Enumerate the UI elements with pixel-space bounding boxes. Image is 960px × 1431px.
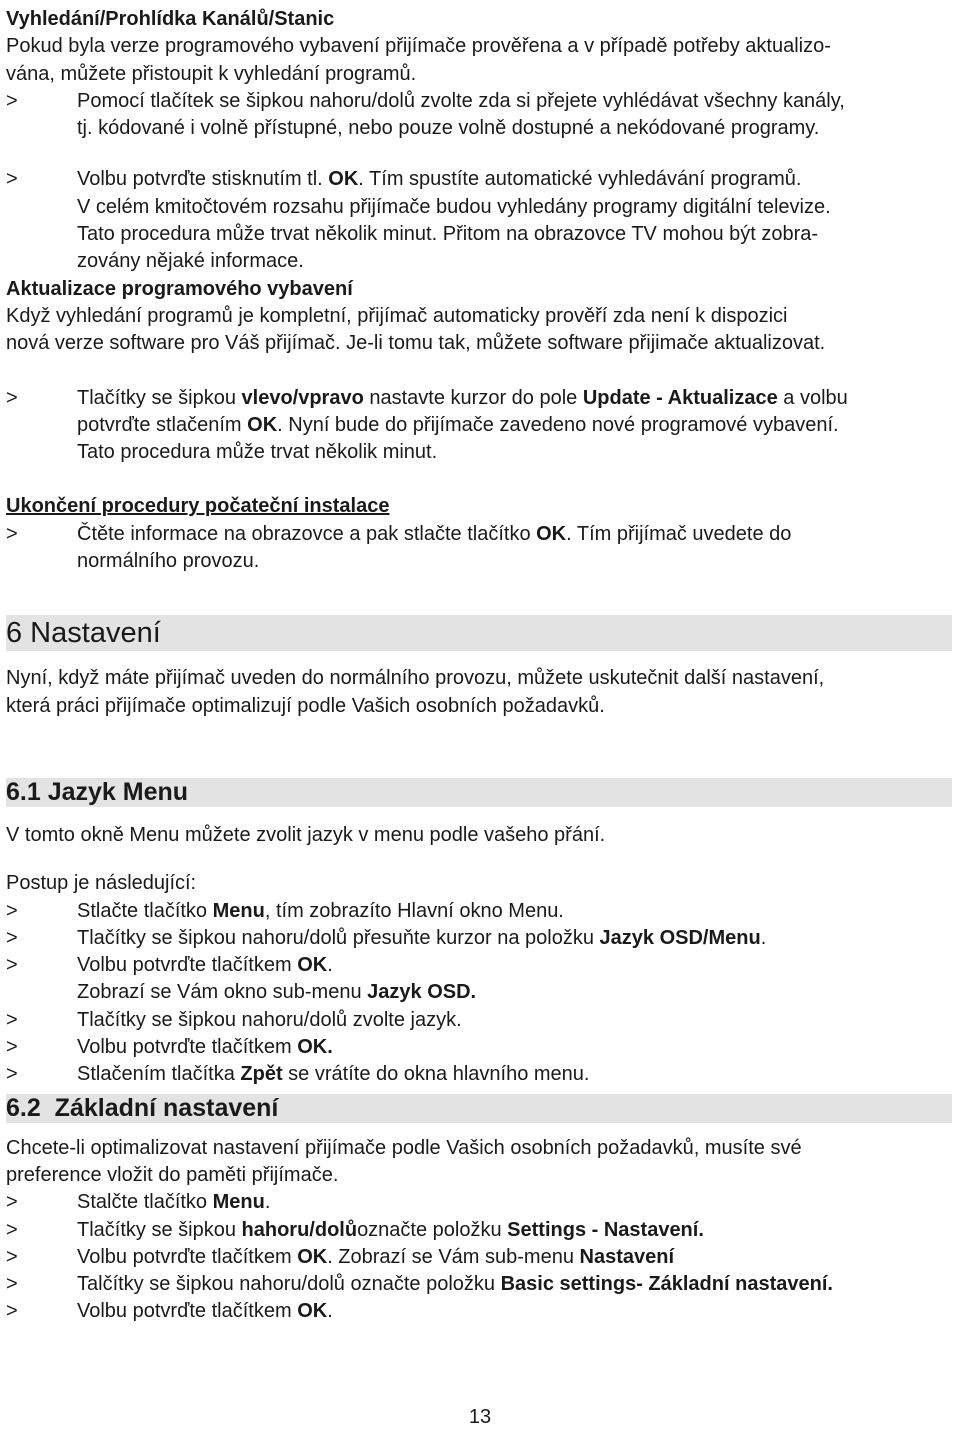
bullet-marker: > bbox=[6, 926, 18, 949]
bullet-marker: > bbox=[6, 1063, 18, 1086]
finish-step-1-line2: normálního provozu. bbox=[77, 550, 260, 573]
bullet-marker: > bbox=[6, 1008, 18, 1031]
settings-step-2: > Tlačítky se šipkou hahoru/dolůoznačte položku Settings - Nastavení. bbox=[6, 1217, 952, 1244]
search-intro-line1: Pokud byla verze programového vybavení přijímače prověřena a v případě potřeby aktualizo- bbox=[6, 35, 831, 58]
language-step-1: > Stlačte tlačítko Menu, tím zobrazíto Hlavní okno Menu. bbox=[6, 898, 952, 925]
section-6-para-line2: která práci přijímače optimalizují podle Vašich osobních požadavků. bbox=[6, 694, 605, 717]
settings-step-3: > Volbu potvrďte tlačítkem OK. Zobrazí se Vám sub-menu Nastavení bbox=[6, 1244, 952, 1271]
section-6-1-para: V tomto okně Menu můžete zvolit jazyk v menu podle vašeho přání. bbox=[6, 823, 606, 846]
language-step-3: > Volbu potvrďte tlačítkem OK. Zobrazí se Vám okno sub-menu Jazyk OSD. bbox=[6, 954, 477, 1004]
finish-step-1 bbox=[6, 521, 952, 576]
update-step-1-line2: potvrďte stlačením OK. Nyní bude do přijímače zavedeno nové programové vybavení. bbox=[77, 413, 839, 436]
search-intro-line2: vána, můžete přistoupit k vyhledání programů. bbox=[6, 62, 417, 85]
settings-step-4: > Talčítky se šipkou nahoru/dolů označte položku Basic settings- Základní nastavení. bbox=[6, 1271, 952, 1298]
language-step-4: > Tlačítky se šipkou nahoru/dolů zvolte jazyk. bbox=[6, 1007, 952, 1034]
update-step-1-line3: Tato procedura může trvat několik minut. bbox=[77, 441, 438, 464]
update-step-1-line1: Tlačítky se šipkou vlevo/vpravo nastavte kurzor do pole Update - Aktualizace a volbu bbox=[77, 386, 848, 409]
bullet-marker: > bbox=[6, 1218, 18, 1241]
section-6-2-para-line1: Chcete-li optimalizovat nastavení přijímače podle Vašich osobních požadavků, musíte své bbox=[6, 1136, 802, 1159]
bullet-marker: > bbox=[6, 1036, 18, 1059]
section-6-2-para-line2: preference vložit do paměti přijímače. bbox=[6, 1163, 339, 1186]
bullet-marker: > bbox=[6, 899, 18, 922]
search-step-1-line1: Pomocí tlačítek se šipkou nahoru/dolů zvolte zda si přejete vyhlédávat všechny kanály, bbox=[77, 89, 845, 112]
section-6-heading: 6 Nastavení bbox=[6, 615, 952, 651]
update-heading: Aktualizace programového vybavení bbox=[6, 277, 353, 300]
language-step-6: > Stlačením tlačítka Zpět se vrátíte do okna hlavního menu. bbox=[6, 1061, 952, 1088]
document-page bbox=[6, 6, 952, 1326]
settings-step-5: > Volbu potvrďte tlačítkem OK. bbox=[6, 1298, 952, 1325]
bullet-marker: > bbox=[6, 168, 18, 191]
bullet-marker: > bbox=[6, 522, 18, 545]
section-6-1-heading: 6.1 Jazyk Menu bbox=[6, 778, 952, 807]
search-step-2-line1: Volbu potvrďte stisknutím tl. OK. Tím spustíte automatické vyhledávání programů. bbox=[77, 168, 802, 191]
language-step-2: > Tlačítky se šipkou nahoru/dolů přesuňte kurzor na položku Jazyk OSD/Menu. bbox=[6, 925, 952, 952]
finish-step-1-line1: Čtěte informace na obrazovce a pak stlačte tlačítko OK. Tím přijímač uvedete do bbox=[77, 522, 792, 545]
search-heading: Vyhledání/Prohlídka Kanálů/Stanic bbox=[6, 8, 335, 30]
bullet-marker: > bbox=[6, 954, 18, 977]
bullet-marker: > bbox=[6, 1300, 18, 1323]
update-para-line1: Když vyhledání programů je kompletní, přijímač automaticky prověří zda není k dispozici bbox=[6, 304, 788, 327]
search-step-2-line4: zovány nějaké informace. bbox=[77, 250, 304, 273]
finish-heading: Ukončení procedury počateční instalace bbox=[6, 495, 390, 518]
bullet-marker: > bbox=[6, 1191, 18, 1214]
search-step-2 bbox=[6, 166, 952, 275]
page-number: 13 bbox=[468, 1406, 492, 1428]
language-step-5: > Volbu potvrďte tlačítkem OK. bbox=[6, 1034, 952, 1061]
search-step-2-line3: Tato procedura může trvat několik minut. Přitom na obrazovce TV mohou být zobra- bbox=[77, 223, 819, 246]
search-step-1-line2: tj. kódované i volně přístupné, nebo pouze volně dostupné a nekódované programy. bbox=[77, 117, 820, 140]
bullet-marker: > bbox=[6, 89, 18, 112]
update-step-1 bbox=[6, 385, 952, 467]
bullet-marker: > bbox=[6, 1245, 18, 1268]
settings-step-1: > Stalčte tlačítko Menu. bbox=[6, 1189, 952, 1216]
procedure-label: Postup je následující: bbox=[6, 872, 197, 895]
bullet-marker: > bbox=[6, 386, 18, 409]
section-6-para-line1: Nyní, když máte přijímač uveden do normálního provozu, můžete uskutečnit další nastavení, bbox=[6, 667, 825, 690]
bullet-marker: > bbox=[6, 1273, 18, 1296]
search-step-1 bbox=[6, 88, 952, 143]
search-step-2-line2: V celém kmitočtovém rozsahu přijímače budou vyhledány programy digitální televize. bbox=[77, 195, 831, 218]
update-para-line2: nová verze software pro Váš přijímač. Je-li tomu tak, můžete software přijimače aktualizovat. bbox=[6, 332, 826, 355]
section-6-2-heading: 6.2 Základní nastavení bbox=[6, 1094, 952, 1123]
